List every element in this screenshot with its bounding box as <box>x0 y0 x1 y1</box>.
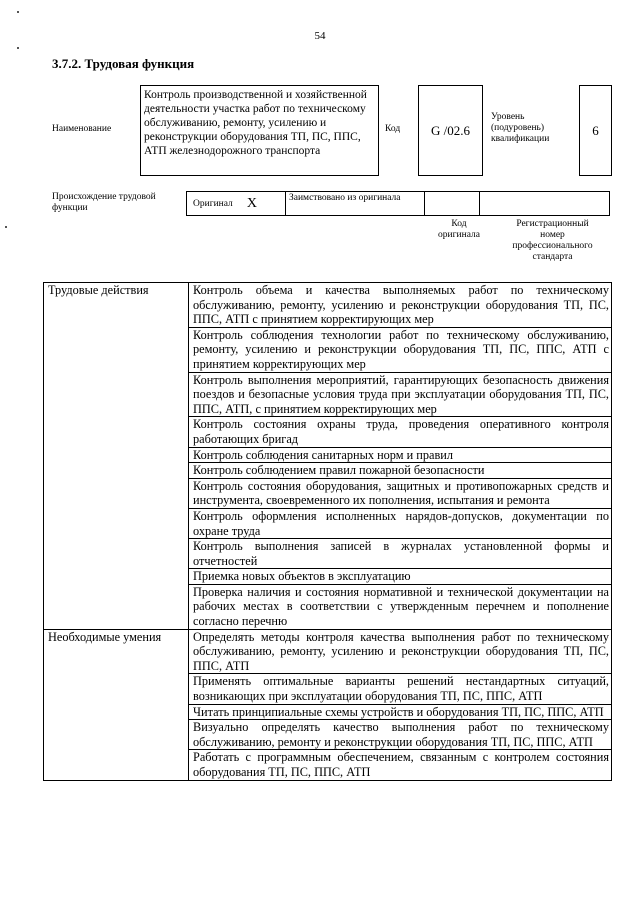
scan-mark <box>5 226 7 228</box>
original-label: Оригинал <box>193 198 233 209</box>
labor-action: Контроль оформления исполненных нарядов-допусков, документации по охране труда <box>189 508 612 538</box>
level-value-box: 6 <box>579 85 612 176</box>
required-skill: Визуально определять качество выполнения работ по техническому обслуживанию, ремонту и реконструкции оборудования ТП, ПС, ППС, АТП <box>189 720 612 750</box>
required-skill: Применять оптимальные варианты решений нестандартных ситуаций, возникающих при эксплуатации оборудования ТП, ПС, ППС, АТП <box>189 674 612 704</box>
table-row <box>44 629 612 674</box>
code-label: Код <box>385 124 401 134</box>
registration-number-cell <box>479 191 610 216</box>
labor-action: Контроль выполнения записей в журналах установленной формы и отчетностей <box>189 539 612 569</box>
required-skill: Определять методы контроля качества выполнения работ по техническому обслуживанию, ремонту, усилению и реконструкции оборудования ТП, ПС, ППС, АТП <box>189 629 612 674</box>
scan-mark <box>17 11 19 13</box>
labor-action: Контроль соблюдением правил пожарной безопасности <box>189 463 612 479</box>
origin-table <box>187 191 612 216</box>
labor-action: Проверка наличия и состояния нормативной и технической документации на рабочих местах в соответствии с утвержденным перечнем и пополнение согласно перечню <box>189 584 612 629</box>
borrowed-cell: Заимствовано из оригинала <box>285 191 425 216</box>
section-title: 3.7.2. Трудовая функция <box>52 56 195 71</box>
function-name-box: Контроль производственной и хозяйственной деятельности участка работ по техническому обслуживанию, ремонту, усилению и реконструкции оборудования ТП, ПС, ППС, АТП железнодорожного транспорта <box>140 85 379 176</box>
name-label: Наименование <box>52 124 112 134</box>
function-table <box>43 282 612 781</box>
labor-action: Контроль выполнения мероприятий, гарантирующих безопасность движения поездов и безопасные условия труда при эксплуатации оборудования ТП, ПС, ППС, АТП, с принятием корректирующих мер <box>189 372 612 417</box>
labor-action: Контроль соблюдения санитарных норм и правил <box>189 447 612 463</box>
scan-mark <box>17 47 19 49</box>
origin-label: Происхождение трудовой функции <box>52 192 156 213</box>
labor-action: Приемка новых объектов в эксплуатацию <box>189 569 612 585</box>
section-label: Трудовые действия <box>44 283 189 630</box>
code-caption: Код оригинала <box>438 219 480 240</box>
required-skill: Работать с программным обеспечением, связанным с контролем состояния оборудования ТП, ПС, ППС, АТП <box>189 750 612 780</box>
level-label: Уровень (подуровень) квалификации <box>491 112 550 144</box>
labor-action: Контроль состояния оборудования, защитных и противопожарных средств и инструмента, своевременного их пополнения, испытания и ремонта <box>189 478 612 508</box>
table-row <box>44 283 612 328</box>
code-value-box: G /02.6 <box>418 85 483 176</box>
labor-action: Контроль соблюдения технологии работ по техническому обслуживанию, ремонту, усилению и реконструкции оборудования ТП, ПС, ППС, АТП с принятием корректирующих мер <box>189 327 612 372</box>
original-cell <box>186 191 286 216</box>
required-skill: Читать принципиальные схемы устройств и оборудования ТП, ПС, ППС, АТП <box>189 704 612 720</box>
section-label: Необходимые умения <box>44 629 189 780</box>
original-mark: X <box>246 195 257 211</box>
labor-action: Контроль объема и качества выполняемых работ по техническому обслуживанию, ремонту, усилению и реконструкции оборудования ТП, ПС, ППС, АТП с принятием корректирующих мер <box>189 283 612 328</box>
original-code-cell <box>424 191 480 216</box>
page-number: 54 <box>314 30 326 42</box>
labor-action: Контроль состояния охраны труда, проведения оперативного контроля работающих бригад <box>189 417 612 447</box>
registration-caption: Регистрационный номер профессионального стандарта <box>512 219 593 262</box>
